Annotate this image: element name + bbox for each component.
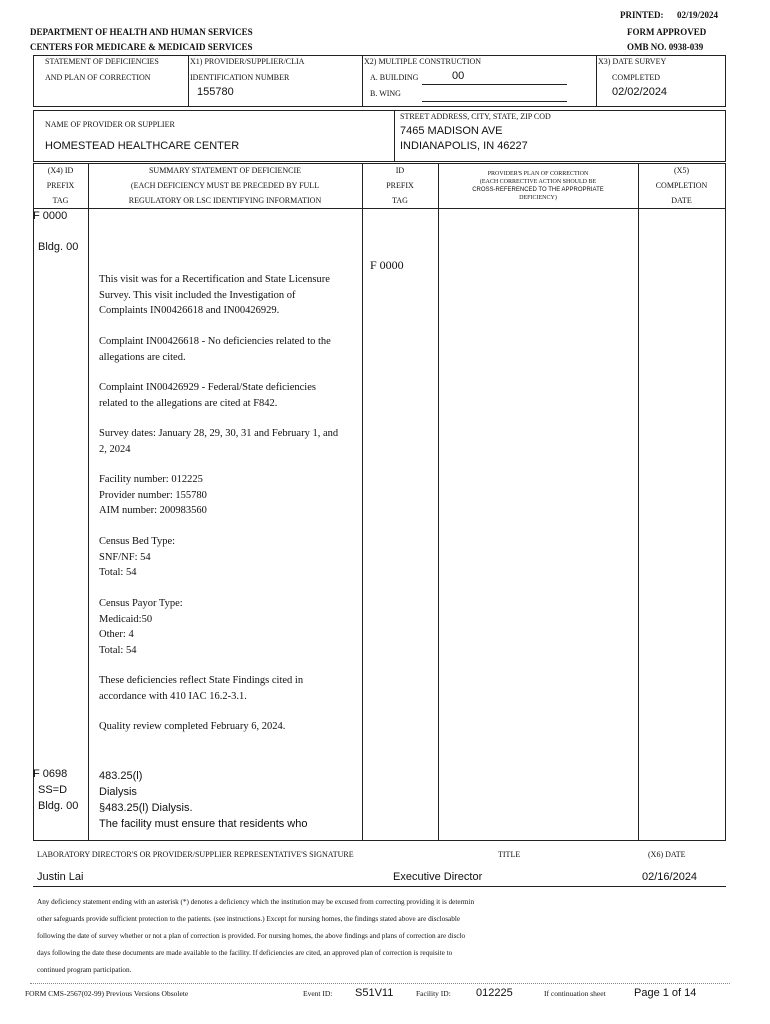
x3-label-1: X3) DATE SURVEY xyxy=(598,57,667,66)
x6-date-label: (X6) DATE xyxy=(648,850,686,859)
provider-name-label: NAME OF PROVIDER OR SUPPLIER xyxy=(45,120,175,129)
plan-head-4: DEFICIENCY) xyxy=(519,195,557,201)
x5-head-1: (X5) xyxy=(673,166,690,175)
form-approved: FORM APPROVED xyxy=(627,27,707,37)
paragraph: This visit was for a Recertification and State Licensure Survey. This visit included the Investigation of Complaints IN00426618 and IN00426929. xyxy=(99,274,330,316)
summary-head-1: SUMMARY STATEMENT OF DEFICIENCIE xyxy=(148,166,302,175)
reg-line: 483.25(l) xyxy=(99,770,143,782)
paragraph: Complaint IN00426618 - No deficiencies related to the allegations are cited. xyxy=(99,336,331,363)
signature-label: LABORATORY DIRECTOR'S OR PROVIDER/SUPPLIER REPRESENTATIVE'S SIGNATURE xyxy=(37,850,354,859)
plan-head-3: CROSS-REFERENCED TO THE APPROPRIATE xyxy=(472,187,604,193)
paragraph: These deficiencies reflect State Findings cited in accordance with 410 IAC 16.2-3.1. xyxy=(99,675,304,702)
x2-label: X2) MULTIPLE CONSTRUCTION xyxy=(364,57,482,66)
provider-id-value: 155780 xyxy=(197,86,234,98)
plan-head-1: PROVIDER'S PLAN OF CORRECTION xyxy=(487,171,589,177)
footnote-line: continued program participation. xyxy=(37,966,132,974)
footnote-line: days following the date these documents are made available to the facility. If deficiencies are cited, an approved plan of correction is requisite to xyxy=(37,949,453,957)
stmt-label-2: AND PLAN OF CORRECTION xyxy=(45,73,151,82)
x4-head-3: TAG xyxy=(52,196,69,205)
bldg-label-1: Bldg. 00 xyxy=(38,241,79,253)
wing-label: B. WING xyxy=(370,89,401,98)
x3-label-2: COMPLETED xyxy=(612,73,660,82)
reg-line: §483.25(l) Dialysis. xyxy=(99,802,193,814)
summary-head-3: REGULATORY OR LSC IDENTIFYING INFORMATION xyxy=(128,196,322,205)
page-number: Page 1 of 14 xyxy=(634,987,697,999)
bldg-label-2: Bldg. 00 xyxy=(38,800,79,812)
event-id-value: S51V11 xyxy=(355,987,394,999)
continuation-label: If continuation sheet xyxy=(544,989,606,998)
paragraph: Census Payor Type: Medicaid:50 Other: 4 Total: 54 xyxy=(99,598,183,656)
x1-label-2: IDENTIFICATION NUMBER xyxy=(190,73,290,82)
dept-name: DEPARTMENT OF HEALTH AND HUMAN SERVICES xyxy=(30,27,253,37)
paragraph: Survey dates: January 28, 29, 30, 31 and February 1, and 2, 2024 xyxy=(99,428,339,455)
id-head-3: TAG xyxy=(392,196,408,205)
address-label: STREET ADDRESS, CITY, STATE, ZIP COD xyxy=(400,112,551,121)
footnote-line: other safeguards provide sufficient protection to the patients. (see instructions.) Except for nursing homes, the findings stated above are disclosable xyxy=(37,915,461,923)
centers-name: CENTERS FOR MEDICARE & MEDICAID SERVICES xyxy=(30,42,253,52)
x5-head-2: COMPLETION xyxy=(655,181,708,190)
survey-date-value: 02/02/2024 xyxy=(612,86,668,98)
signature-date: 02/16/2024 xyxy=(642,871,698,883)
building-value: 00 xyxy=(452,70,465,82)
id-head-1: ID xyxy=(395,166,405,175)
printed-date: 02/19/2024 xyxy=(677,10,719,20)
signer-name: Justin Lai xyxy=(37,871,84,883)
facility-id-value: 012225 xyxy=(476,987,513,999)
provider-name-value: HOMESTEAD HEALTHCARE CENTER xyxy=(45,140,240,152)
title-label: TITLE xyxy=(498,850,521,859)
footnote-line: following the date of survey whether or not a plan of correction is provided. For nursing homes, the above findings and plans of correction are disclo xyxy=(37,932,466,940)
facility-id-label: Facility ID: xyxy=(416,989,451,998)
x5-head-3: DATE xyxy=(671,196,692,205)
event-id-label: Event ID: xyxy=(303,989,333,998)
right-tag-f0000: F 0000 xyxy=(370,258,404,272)
omb-number: OMB NO. 0938-039 xyxy=(627,42,704,52)
address-line-1: 7465 MADISON AVE xyxy=(400,125,503,137)
reg-line: The facility must ensure that residents who xyxy=(99,818,308,830)
paragraph: Facility number: 012225 Provider number: 155780 AIM number: 200983560 xyxy=(99,474,207,516)
paragraph: Census Bed Type: SNF/NF: 54 Total: 54 xyxy=(99,536,176,578)
address-line-2: INDIANAPOLIS, IN 46227 xyxy=(400,140,528,152)
id-head-2: PREFIX xyxy=(386,181,414,190)
printed-label: PRINTED: xyxy=(620,10,664,20)
x1-label-1: X1) PROVIDER/SUPPLIER/CLIA xyxy=(190,57,305,66)
survey-narrative xyxy=(99,272,344,735)
reg-line: Dialysis xyxy=(99,786,137,798)
f0698-text xyxy=(99,768,307,832)
footnote xyxy=(37,894,727,979)
tag-f0000: F 0000 xyxy=(33,210,68,222)
summary-head-2: (EACH DEFICIENCY MUST BE PRECEDED BY FULL xyxy=(130,181,320,190)
paragraph: Complaint IN00426929 - Federal/State deficiencies related to the allegations are cited at F842. xyxy=(99,382,316,409)
paragraph: Quality review completed February 6, 2024. xyxy=(99,721,286,732)
signer-title: Executive Director xyxy=(393,871,483,883)
tag-f0698: F 0698 xyxy=(33,768,68,780)
building-label: A. BUILDING xyxy=(370,73,419,82)
ss-level: SS=D xyxy=(38,784,68,796)
stmt-label-1: STATEMENT OF DEFICIENCIES xyxy=(45,57,159,66)
x4-head-1: (X4) ID xyxy=(47,166,74,175)
form-number: FORM CMS-2567(02-99) Previous Versions Obsolete xyxy=(25,989,189,998)
footnote-line: Any deficiency statement ending with an asterisk (*) denotes a deficiency which the institution may be excused from correcting providing it is determin xyxy=(37,898,475,906)
plan-head-2: (EACH CORRECTIVE ACTION SHOULD BE xyxy=(479,179,597,185)
x4-head-2: PREFIX xyxy=(46,181,75,190)
